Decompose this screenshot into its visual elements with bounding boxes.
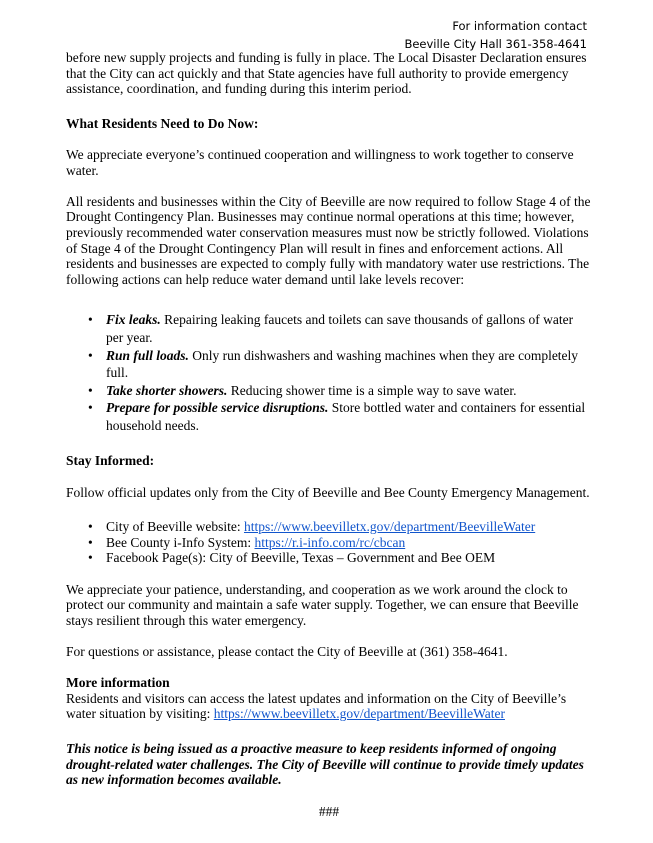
conservation-actions-list [66,311,592,434]
more-info-heading: More information [66,675,170,691]
more-info-text: Residents and visitors can access the latest updates and information on the City of Beeville’s water situation by visiting: [66,690,567,722]
end-mark: ### [318,803,340,819]
closing-notice: This notice is being issued as a proactive measure to keep residents informed of ongoing drought-related water challenges. The City of Beeville will continue to provide timely updates as new information becomes available. [66,740,584,788]
page-header [404,17,587,53]
source-label: Facebook Page(s): City of Beeville, Texas – Government and Bee OEM [106,550,496,566]
header-contact-line: For information contact [452,19,587,33]
residents-paragraph-2: All residents and businesses within the City of Beeville are now required to follow Stage 4 of the Drought Contingency Plan. Businesses may continue normal operations at this time; however, previously recommended water conservation measures must now be strictly followed. Violations of Stage 4 of the Drought Contingency Plan will result in fines and enforcement actions. All residents and businesses are expected to comply fully with mandatory water use restrictions. The following actions can help reduce water demand until lake levels recover: [66,193,591,287]
source-label: Bee County i-Info System: [106,534,255,550]
stay-informed-heading: Stay Informed: [66,453,155,469]
action-text: Reducing shower time is a simple way to save water. [227,382,517,398]
list-item [66,535,592,551]
intro-paragraph: before new supply projects and funding is fully in place. The Local Disaster Declaration ensures that the City can act quickly and that State agencies have full authority to provide emergency assistance, coordination, and funding during this interim period. [66,50,587,97]
residents-heading: What Residents Need to Do Now: [66,115,259,131]
list-item [66,311,592,346]
list-item [66,399,592,434]
action-lead: Run full loads. [106,347,189,363]
list-item [66,519,592,535]
action-text: Only run dishwashers and washing machines when they are completely full. [106,347,579,381]
action-lead: Take shorter showers. [106,382,228,398]
action-lead: Fix leaks. [106,312,161,328]
list-item [66,550,592,566]
more-info-paragraph [66,691,592,722]
official-sources-list [66,519,592,566]
document-body [66,50,592,819]
header-phone-line: Beeville City Hall 361-358-4641 [404,37,587,51]
list-item [66,347,592,382]
contact-paragraph: For questions or assistance, please contact the City of Beeville at (361) 358-4641. [66,644,508,659]
action-text: Repairing leaking faucets and toilets can save thousands of gallons of water per year. [106,312,574,345]
stay-informed-paragraph: Follow official updates only from the City of Beeville and Bee County Emergency Management. [66,484,590,500]
i-info-link[interactable]: https://r.i-info.com/rc/cbcan [254,534,406,550]
thanks-paragraph: We appreciate your patience, understanding, and cooperation as we work around the clock to protect our community and maintain a safe water supply. Together, we can ensure that Beeville stays resilient through this water emergency. [66,581,579,628]
action-text: Store bottled water and containers for essential household needs. [106,400,586,433]
residents-paragraph-1: We appreciate everyone’s continued cooperation and willingness to work together to conserve water. [66,146,574,178]
list-item [66,382,592,400]
source-label: City of Beeville website: [106,519,244,535]
action-lead: Prepare for possible service disruptions. [106,400,329,416]
more-info-link[interactable]: https://www.beevilletx.gov/department/BeevilleWater [213,706,505,722]
city-website-link[interactable]: https://www.beevilletx.gov/department/BeevilleWater [243,519,536,535]
